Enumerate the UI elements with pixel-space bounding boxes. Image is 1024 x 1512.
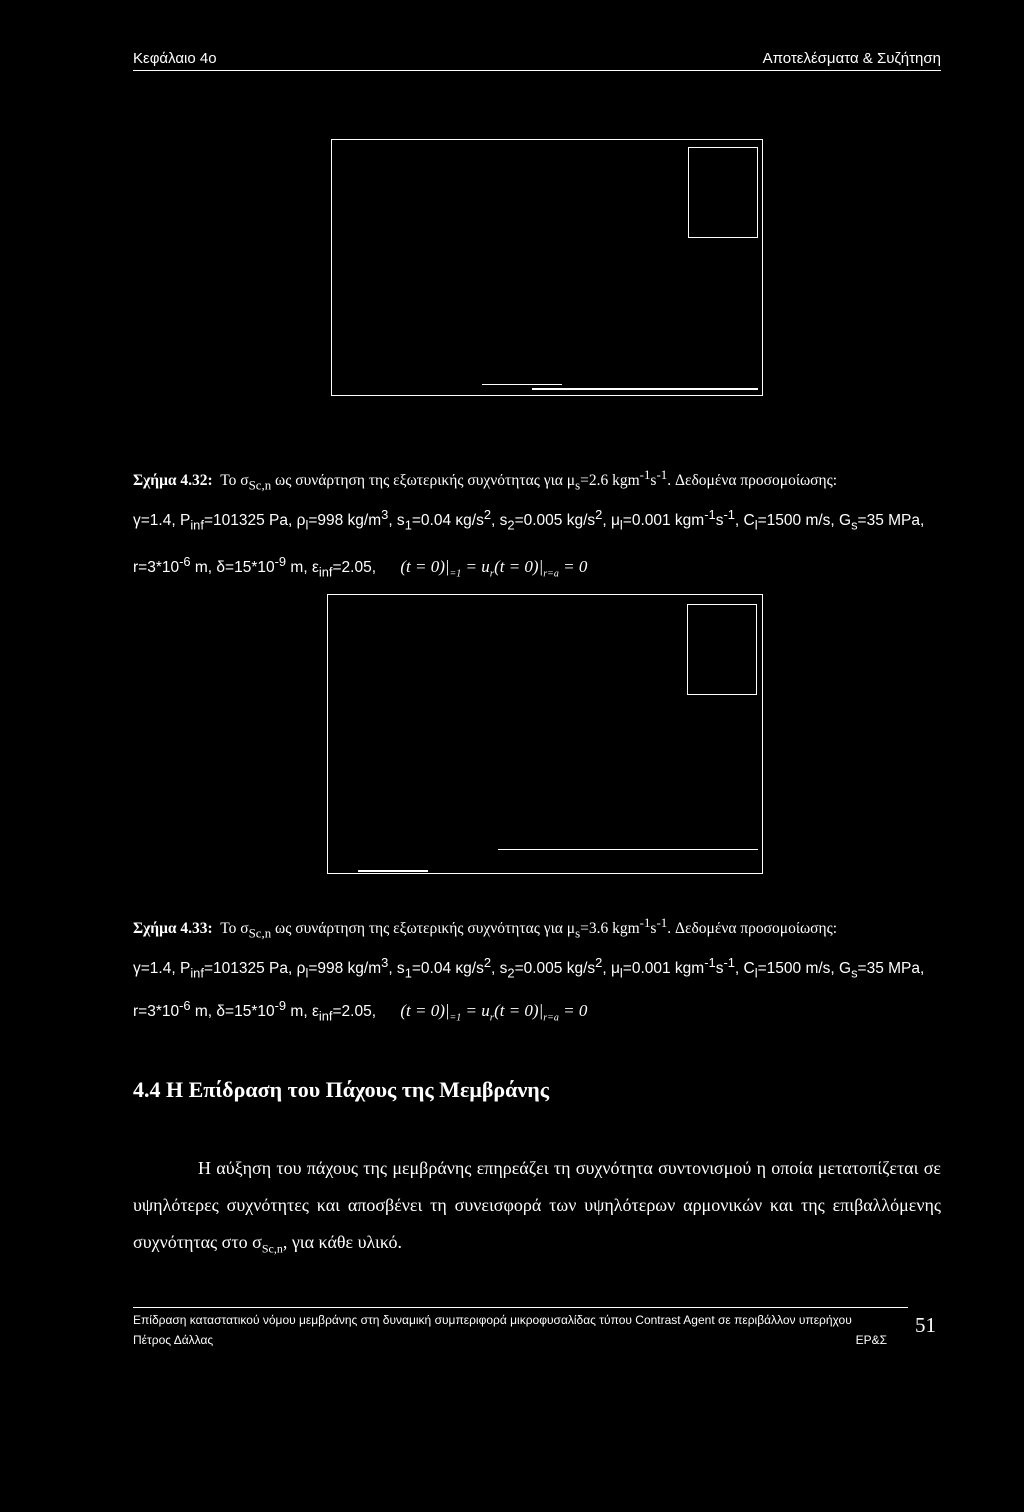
figure-4-33-label: Σχήμα 4.33:: [133, 920, 213, 938]
figure-4-32-plot: [331, 139, 763, 396]
figure-4-33-equation: $(t = 0)|_{=1} = u_r(t = 0)|_{r=a} = 0$: [400, 1000, 588, 1024]
figure-4-32-label: Σχήμα 4.32:: [133, 472, 213, 490]
figure-4-33-inset: [687, 604, 757, 695]
header-rule: [133, 70, 941, 71]
figure-4-33-caption: Σχήμα 4.33: Το $\sigma_{Sc,n}$ ως συνάρτηση της εξωτερικής συχνότητας για $\mu_s=3.6$ $kgm^{-1}s^{-1}$. Δεδομένα προσομοίωσης: γ=1.4, $P_{inf}=101325$ Pa, $\rho_l=998$ $kg/m^3$, $s_1=0.04$ $\kappa g/s^2$, $s_2=0.005$ $kg/s^2$, $\mu_l=0.001$ $kgm^{-1}s^{-1}$, $C_l=1500$ m/s, $G_s=35$ MPa, $r=3*10^{-6}$ m, $\delta=15*10^{-9}$ m, $\varepsilon_{inf}=2.05$, $(t = 0)|_{=1} = u_r(t = 0)|_{r=a} = 0$: [133, 915, 925, 1024]
footer-title: Επίδραση καταστατικού νόμου μεμβράνης στη δυναμική συμπεριφορά μικροφυσαλίδας τύπου Contrast Agent σε περιβάλλον υπερήχου: [133, 1313, 852, 1327]
figure-4-33-plot: [327, 594, 763, 874]
footer-rule: [133, 1307, 908, 1308]
figure-4-33-legend-line-bottom: [358, 870, 428, 872]
figure-4-32-caption: Σχήμα 4.32: Το $\sigma_{Sc,n}$ ως συνάρτηση της εξωτερικής συχνότητας για $\mu_s=2.6$ $kgm^{-1}s^{-1}$. Δεδομένα προσομοίωσης: γ=1.4, $P_{inf}=101325$ Pa, $\rho_l=998$ $kg/m^3$, $s_1=0.04$ $\kappa g/s^2$, $s_2=0.005$ $kg/s^2$, $\mu_l=0.001$ $kgm^{-1}s^{-1}$, $C_l=1500$ m/s, $G_s=35$ MPa, $r=3*10^{-6}$ m, $\delta=15*10^{-9}$ m, $\varepsilon_{inf}=2.05$, $(t = 0)|_{=1} = u_r(t = 0)|_{r=a} = 0$: [133, 467, 925, 580]
footer-dept: ΕΡ&Σ: [855, 1333, 887, 1347]
section-title: 4.4 Η Επίδραση του Πάχους της Μεμβράνης: [133, 1077, 550, 1102]
page-number: 51: [915, 1313, 936, 1337]
figure-4-32-inset: [688, 147, 758, 238]
figure-4-33-legend-line: [498, 849, 758, 850]
figure-4-32-legend-line-short: [482, 384, 562, 385]
chapter-header: Κεφάλαιο 4ο: [133, 50, 217, 67]
figure-4-32-legend-line: [532, 388, 758, 390]
footer-author: Πέτρος Δάλλας: [133, 1333, 214, 1347]
section-header: Αποτελέσματα & Συζήτηση: [762, 50, 941, 67]
figure-4-32-equation: $(t = 0)|_{=1} = u_r(t = 0)|_{r=a} = 0$: [400, 556, 588, 580]
section-paragraph: Η αύξηση του πάχους της μεμβράνης επηρεάζει τη συχνότητα συντονισμού η οποία μετατοπίζεται σε υψηλότερες συχνότητες και αποσβένει τη συνεισφορά των υψηλότερων αρμονικών και της επιβαλλόμενης συχνότητας στο $\sigma_{Sc,n}$, για κάθε υλικό.: [133, 1158, 941, 1256]
